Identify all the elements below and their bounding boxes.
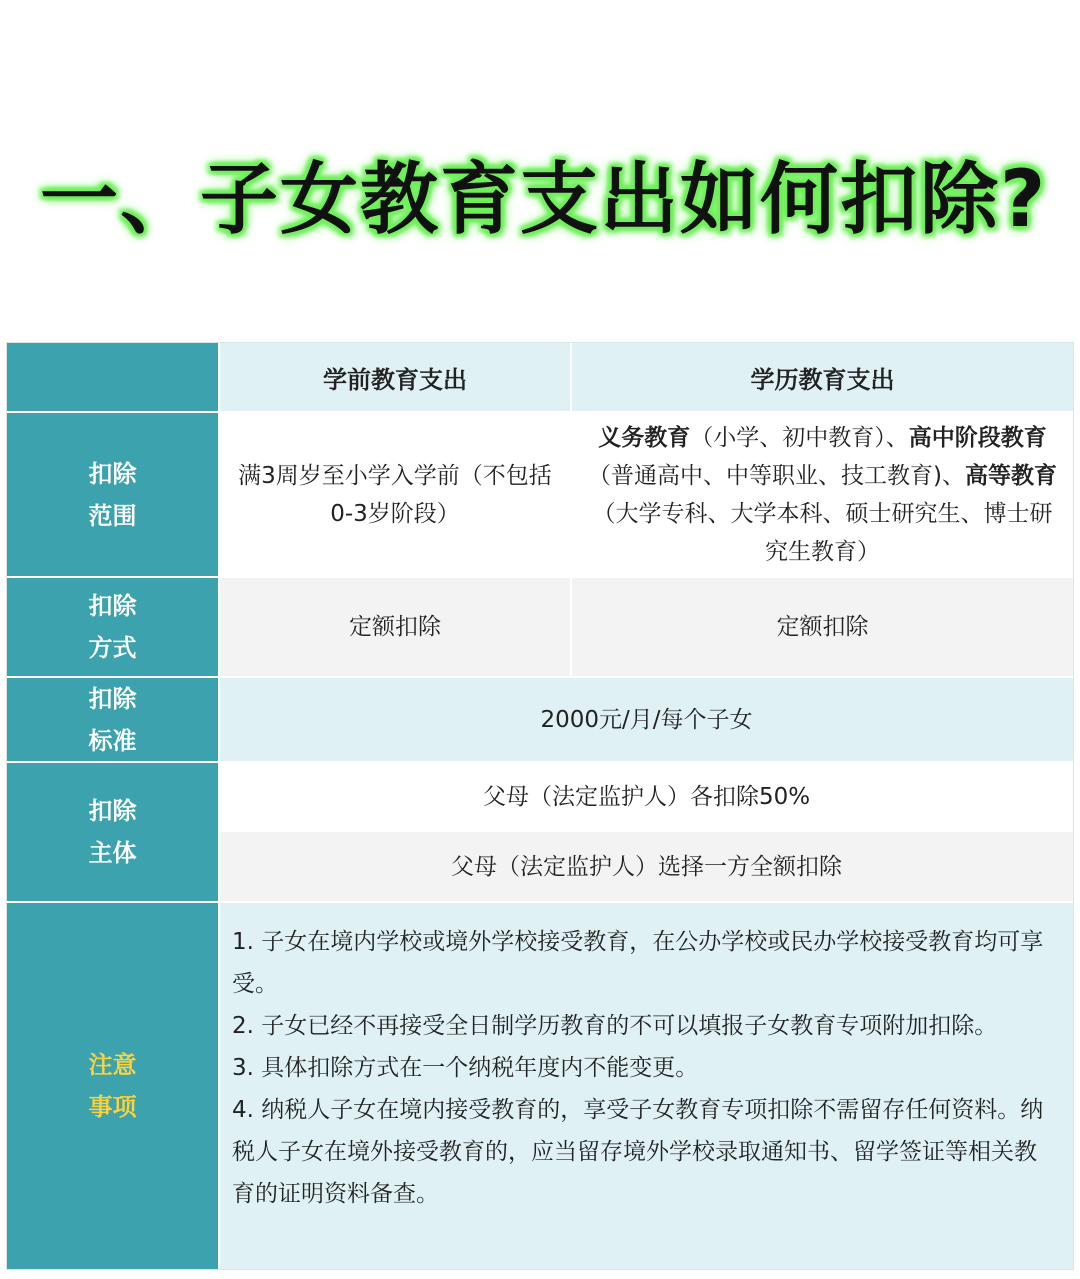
row-label-line: 扣除 bbox=[88, 592, 137, 620]
notes-content bbox=[220, 903, 1073, 1269]
scope-academic-text bbox=[584, 419, 1061, 571]
standard-value: 2000元/月/每个子女 bbox=[220, 678, 1073, 761]
page-title: 一、子女教育支出如何扣除? bbox=[40, 155, 1048, 245]
header-preschool: 学前教育支出 bbox=[220, 343, 570, 411]
method-academic: 定额扣除 bbox=[572, 578, 1073, 676]
note-item: 3. 具体扣除方式在一个纳税年度内不能变更。 bbox=[232, 1055, 699, 1081]
deduction-table bbox=[6, 342, 1074, 1270]
header-academic: 学历教育支出 bbox=[572, 343, 1073, 411]
row-label-line: 扣除 bbox=[88, 459, 137, 488]
scope-preschool-text: 满3周岁至小学入学前（不包括0-3岁阶段） bbox=[238, 462, 552, 527]
row-label-line: 范围 bbox=[88, 501, 137, 530]
row-label-standard bbox=[7, 678, 218, 761]
table-corner bbox=[7, 343, 218, 411]
row-label-scope bbox=[7, 413, 218, 576]
scope-academic-bold: 高中阶段教育 bbox=[908, 424, 1047, 451]
row-label-line: 注意 bbox=[88, 1051, 137, 1079]
row-label-line: 扣除 bbox=[88, 797, 137, 825]
scope-academic-detail: （小学、初中教育）、 bbox=[690, 424, 909, 451]
scope-academic-detail: （普通高中、中等职业、技工教育)、 bbox=[588, 462, 965, 489]
method-preschool: 定额扣除 bbox=[220, 578, 570, 676]
row-label-line: 事项 bbox=[88, 1093, 137, 1121]
row-label-method bbox=[7, 578, 218, 676]
scope-academic-bold: 义务教育 bbox=[598, 424, 691, 451]
subject-option-2: 父母（法定监护人）选择一方全额扣除 bbox=[220, 832, 1073, 901]
row-label-notes bbox=[7, 903, 218, 1269]
scope-preschool bbox=[220, 413, 570, 576]
subject-option-1: 父母（法定监护人）各扣除50% bbox=[220, 763, 1073, 831]
row-label-line: 扣除 bbox=[88, 684, 137, 713]
note-item: 2. 子女已经不再接受全日制学历教育的不可以填报子女教育专项附加扣除。 bbox=[232, 1013, 998, 1039]
scope-academic bbox=[572, 413, 1073, 576]
note-item: 4. 纳税人子女在境内接受教育的，享受子女教育专项扣除不需留存任何资料。纳税人子女在境外接受教育的，应当留存境外学校录取通知书、留学签证等相关教育的证明资料备查。 bbox=[232, 1097, 1044, 1207]
note-item: 1. 子女在境内学校或境外学校接受教育，在公办学校或民办学校接受教育均可享受。 bbox=[232, 929, 1044, 997]
scope-academic-detail: （大学专科、大学本科、硕士研究生、博士研究生教育） bbox=[592, 500, 1053, 565]
scope-academic-bold: 高等教育 bbox=[964, 462, 1057, 489]
row-label-line: 方式 bbox=[88, 634, 137, 662]
row-label-line: 标准 bbox=[88, 726, 137, 755]
row-label-line: 主体 bbox=[88, 839, 137, 867]
row-label-subject bbox=[7, 763, 218, 901]
